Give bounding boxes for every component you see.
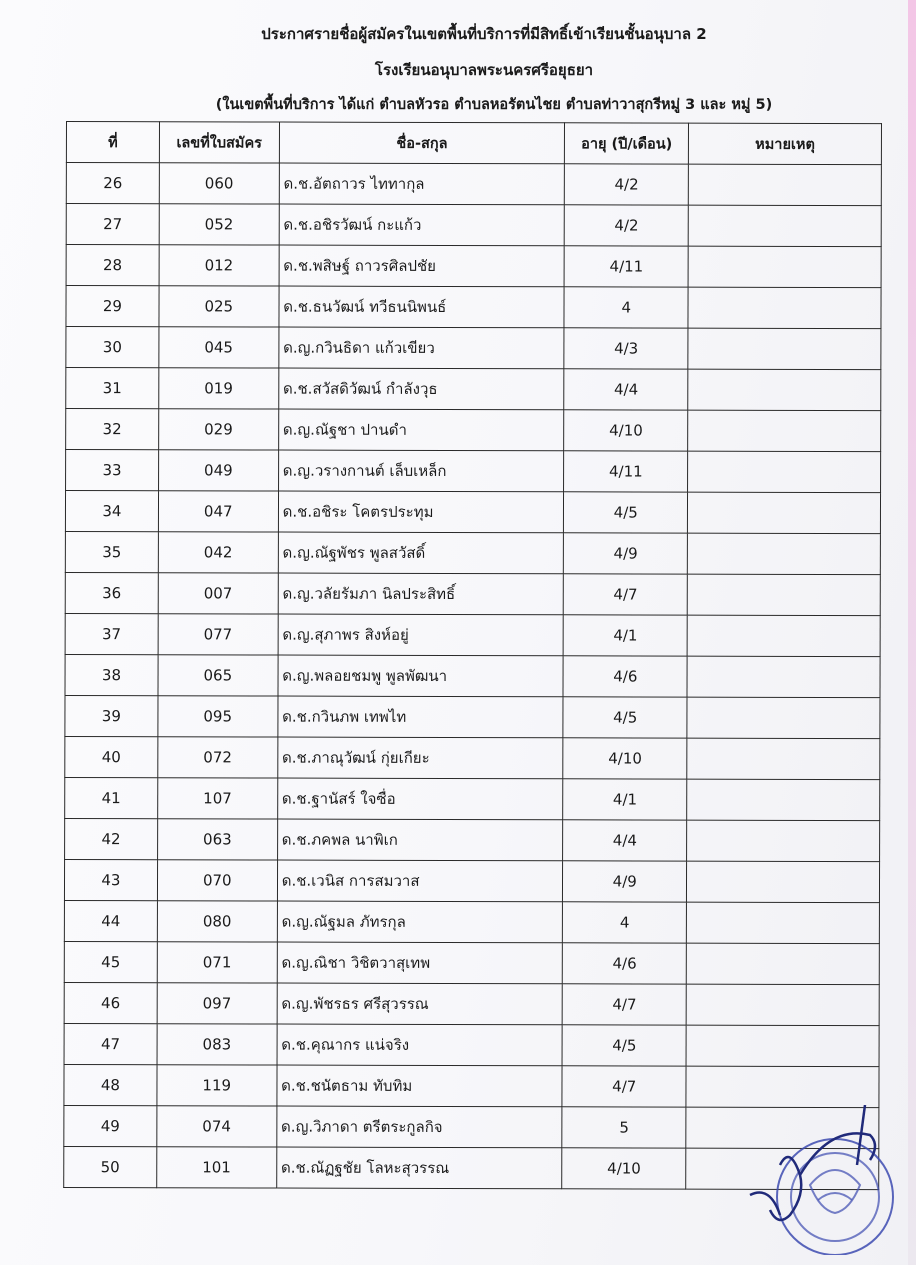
row-number: 42 (65, 818, 158, 859)
row-number: 38 (65, 654, 158, 695)
row-number: 26 (66, 163, 159, 204)
application-number: 070 (157, 860, 277, 901)
applicant-name: ด.ช.พสิษฐ์ ถาวรศิลปชัย (279, 245, 565, 287)
remarks-cell (686, 1107, 879, 1149)
application-number: 042 (158, 532, 278, 573)
application-number: 052 (159, 204, 279, 245)
application-number: 012 (159, 245, 279, 286)
application-number: 095 (158, 696, 278, 737)
applicant-age: 4 (563, 902, 687, 943)
table-row (65, 736, 880, 779)
row-number: 33 (66, 450, 159, 491)
remarks-cell (688, 328, 881, 370)
table-row (64, 900, 879, 943)
application-number: 047 (158, 491, 278, 532)
row-number: 28 (66, 245, 159, 286)
row-number: 44 (64, 900, 157, 941)
applicant-name: ด.ญ.ณัฐมล ภัทรกุล (277, 901, 563, 943)
applicant-name: ด.ช.เวนิส การสมวาส (277, 860, 563, 902)
applicant-name: ด.ช.ฐานัสร์ ใจซื่อ (277, 778, 563, 820)
remarks-cell (687, 697, 880, 739)
applicant-name: ด.ญ.ณัฐพัชร พูลสวัสดิ์ (278, 532, 564, 574)
remarks-cell (688, 164, 881, 206)
table-row (64, 941, 879, 984)
applicant-name: ด.ญ.ณัฐชา ปานดำ (278, 409, 564, 451)
table-header-row (66, 122, 881, 165)
table-row (65, 654, 880, 697)
remarks-cell (687, 820, 880, 862)
application-number: 029 (158, 409, 278, 450)
col-header-number: ที่ (66, 122, 159, 163)
row-number: 36 (65, 572, 158, 613)
application-number: 074 (157, 1106, 277, 1147)
row-number: 47 (64, 1023, 157, 1064)
table-row (65, 531, 880, 574)
application-number: 071 (157, 942, 277, 983)
remarks-cell (686, 984, 879, 1026)
applicant-name: ด.ช.กวินภพ เทพไท (278, 696, 564, 738)
col-header-age: อายุ (ปี/เดือน) (565, 123, 689, 164)
row-number: 46 (64, 982, 157, 1023)
table-row (65, 777, 880, 820)
table-row (66, 204, 881, 247)
applicant-name: ด.ช.ชนัตธาม ทับทิม (277, 1065, 563, 1107)
applicant-age: 5 (562, 1107, 686, 1148)
applicant-age: 4/10 (564, 410, 688, 451)
remarks-cell (686, 1025, 879, 1067)
col-header-full-name: ชื่อ-สกุล (279, 122, 565, 164)
application-number: 065 (158, 655, 278, 696)
table-row (64, 982, 879, 1025)
remarks-cell (687, 738, 880, 780)
row-number: 41 (65, 777, 158, 818)
application-number: 097 (157, 983, 277, 1024)
applicant-age: 4/7 (564, 574, 688, 615)
remarks-cell (687, 615, 880, 657)
applicant-name: ด.ญ.พัชรธร ศรีสุวรรณ (277, 983, 563, 1025)
applicant-table (63, 121, 882, 1190)
applicant-age: 4/1 (563, 779, 687, 820)
table-row (64, 1105, 879, 1148)
remarks-cell (688, 246, 881, 288)
applicant-age: 4/5 (562, 1025, 686, 1066)
table-row (65, 572, 880, 615)
application-number: 063 (157, 819, 277, 860)
applicant-name: ด.ญ.พลอยชมพู พูลพัฒนา (278, 655, 564, 697)
remarks-cell (688, 410, 881, 452)
remarks-cell (687, 574, 880, 616)
table-row (66, 327, 881, 370)
table-row (66, 245, 881, 288)
table-row (64, 1064, 879, 1107)
row-number: 49 (64, 1105, 157, 1146)
row-number: 39 (65, 695, 158, 736)
applicant-age: 4/4 (563, 820, 687, 861)
remarks-cell (687, 779, 880, 821)
applicant-age: 4/6 (563, 943, 687, 984)
row-number: 29 (66, 286, 159, 327)
application-number: 019 (159, 368, 279, 409)
remarks-cell (686, 1066, 879, 1108)
applicant-age: 4/5 (564, 492, 688, 533)
application-number: 049 (158, 450, 278, 491)
application-number: 007 (158, 573, 278, 614)
applicant-age: 4/4 (564, 369, 688, 410)
row-number: 35 (65, 531, 158, 572)
applicant-name: ด.ช.ณัฏฐชัย โลหะสุวรรณ (276, 1147, 562, 1189)
row-number: 40 (65, 736, 158, 777)
row-number: 37 (65, 613, 158, 654)
row-number: 34 (65, 491, 158, 532)
applicant-name: ด.ช.สวัสดิวัฒน์ กำลังวุธ (278, 368, 564, 410)
row-number: 32 (66, 409, 159, 450)
row-number: 45 (64, 941, 157, 982)
row-number: 43 (64, 859, 157, 900)
applicant-name: ด.ช.อัตถาวร ไททากุล (279, 163, 565, 205)
row-number: 30 (66, 327, 159, 368)
applicant-age: 4/1 (563, 615, 687, 656)
application-number: 045 (159, 327, 279, 368)
col-header-application-no: เลขที่ใบสมัคร (159, 122, 279, 163)
remarks-cell (688, 287, 881, 329)
application-number: 107 (158, 778, 278, 819)
applicant-name: ด.ช.อชิรวัฒน์ กะแก้ว (279, 204, 565, 246)
applicant-name: ด.ญ.วลัยรัมภา นิลประสิทธิ์ (278, 573, 564, 615)
applicant-age: 4/11 (564, 451, 688, 492)
table-body (64, 163, 882, 1190)
announcement-title: ประกาศรายชื่อผู้สมัครในเขตพื้นที่บริการที่มีสิทธิ์เข้าเรียนชั้นอนุบาล 2 (261, 25, 707, 43)
table-row (66, 409, 881, 452)
application-number: 072 (158, 737, 278, 778)
applicant-age: 4/10 (562, 1148, 686, 1189)
application-number: 060 (159, 163, 279, 204)
application-number: 025 (159, 286, 279, 327)
applicant-name: ด.ญ.วรางกานต์ เล็บเหล็ก (278, 450, 564, 492)
applicant-name: ด.ญ.กวินธิดา แก้วเขียว (279, 327, 565, 369)
applicant-name: ด.ช.ธนวัฒน์ ทวีธนนิพนธ์ (279, 286, 565, 328)
table-row (66, 368, 881, 411)
remarks-cell (688, 492, 881, 534)
table-row (65, 613, 880, 656)
row-number: 31 (66, 368, 159, 409)
remarks-cell (688, 451, 881, 493)
applicant-name: ด.ญ.วิภาดา ตรีตระกูลกิจ (277, 1106, 563, 1148)
table-row (66, 450, 881, 493)
school-name: โรงเรียนอนุบาลพระนครศรีอยุธยา (374, 61, 594, 79)
application-number: 101 (157, 1147, 277, 1188)
table-row (64, 859, 879, 902)
table-row (65, 695, 880, 738)
table-row (64, 1023, 879, 1066)
applicant-name: ด.ช.คุณากร แน่จริง (277, 1024, 563, 1066)
table-row (65, 818, 880, 861)
row-number: 50 (64, 1146, 157, 1187)
remarks-cell (687, 861, 880, 903)
applicant-age: 4/11 (564, 246, 688, 287)
remarks-cell (687, 656, 880, 698)
applicant-age: 4/3 (564, 328, 688, 369)
remarks-cell (687, 902, 880, 944)
service-area-note: (ในเขตพื้นที่บริการ ได้แก่ ตำบลหัวรอ ตำบลหอรัตนไชย ตำบลท่าวาสุกรีหมู่ 3 และ หมู่ 5) (215, 97, 773, 113)
table-row (66, 163, 881, 206)
applicant-name: ด.ช.ภาณุวัฒน์ กุ่ยเกียะ (277, 737, 563, 779)
applicant-age: 4/2 (565, 164, 689, 205)
table-row (64, 1146, 879, 1189)
remarks-cell (686, 943, 879, 985)
applicant-age: 4/5 (563, 697, 687, 738)
applicant-name: ด.ญ.สุภาพร สิงห์อยู่ (278, 614, 564, 656)
applicant-age: 4/9 (563, 861, 687, 902)
page-edge-shadow (908, 0, 916, 1265)
applicant-age: 4/2 (565, 205, 689, 246)
applicant-name: ด.ช.ภคพล นาพิเก (277, 819, 563, 861)
application-number: 083 (157, 1024, 277, 1065)
applicant-age: 4/10 (563, 738, 687, 779)
remarks-cell (688, 369, 881, 411)
col-header-remarks: หมายเหตุ (689, 123, 882, 165)
applicant-age: 4/9 (564, 533, 688, 574)
row-number: 48 (64, 1064, 157, 1105)
application-number: 077 (158, 614, 278, 655)
applicant-age: 4/7 (562, 1066, 686, 1107)
applicant-age: 4 (564, 287, 688, 328)
remarks-cell (688, 205, 881, 247)
remarks-cell (688, 533, 881, 575)
applicant-name: ด.ช.อชิระ โคตรประทุม (278, 491, 564, 533)
applicant-age: 4/7 (562, 984, 686, 1025)
applicant-name: ด.ญ.ณิชา วิชิตวาสุเทพ (277, 942, 563, 984)
application-number: 080 (157, 901, 277, 942)
row-number: 27 (66, 204, 159, 245)
table-row (65, 491, 880, 534)
remarks-cell (686, 1148, 879, 1190)
applicant-age: 4/6 (563, 656, 687, 697)
table-row (66, 286, 881, 329)
application-number: 119 (157, 1065, 277, 1106)
